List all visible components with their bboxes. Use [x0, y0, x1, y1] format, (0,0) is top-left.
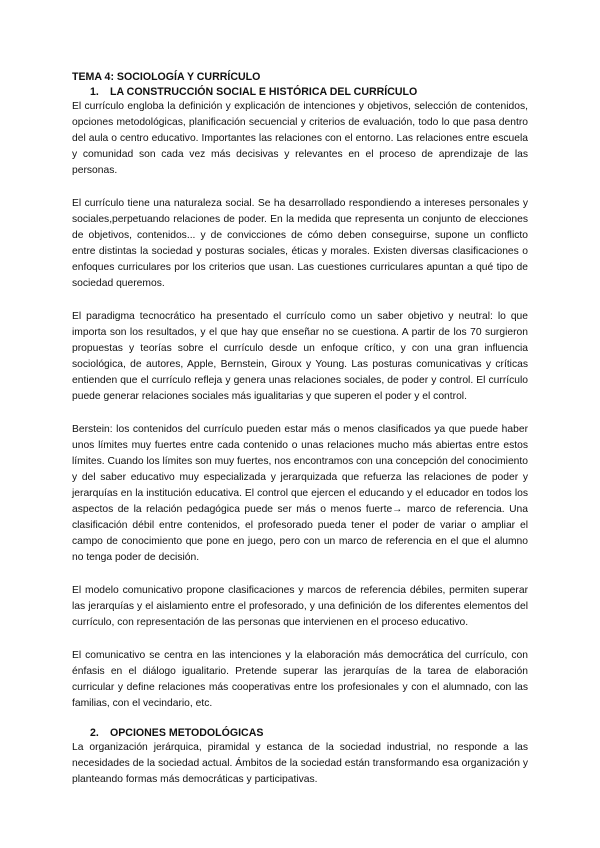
- section-spacer: [72, 712, 528, 726]
- paragraph: La organización jerárquica, piramidal y estanca de la sociedad industrial, no responde a las necesidades de la sociedad actual. Ámbitos de la sociedad están transformando esa organización y planteando formas más democráticas y participativas.: [72, 742, 528, 785]
- document-title: TEMA 4: SOCIOLOGÍA Y CURRÍCULO: [72, 71, 261, 83]
- section-title: LA CONSTRUCCIÓN SOCIAL E HISTÓRICA DEL CURRÍCULO: [110, 86, 418, 98]
- paragraph: El comunicativo se centra en las intenciones y la elaboración más democrática del currículo, con énfasis en el diálogo igualitario. Pretende superar las jerarquías de la tarea de elaboración curricular y define relaciones más cooperativas entre los profesionales y con el alumnado, con las familias, con el vecindario, etc.: [72, 650, 528, 709]
- section-title: OPCIONES METODOLÓGICAS: [110, 727, 264, 739]
- paragraph: El currículo tiene una naturaleza social. Se ha desarrollado respondiendo a intereses personales y sociales,perpetuando relaciones de poder. En la medida que representa un conjunto de elecciones de objetivos, contenidos... y de convicciones de cómo deben conseguirse, supone un conflicto entre distintas la sociedad y posturas sociales, éticas y morales. Existen diversas clasificaciones o enfoques curriculares por los criterios que usan. Las cuestiones curriculares apuntan a qué tipo de sociedad queremos.: [72, 198, 528, 289]
- section-number: 1.: [90, 86, 99, 98]
- section-heading-1: [72, 85, 528, 99]
- paragraph: El paradigma tecnocrático ha presentado el currículo como un saber objetivo y neutral: lo que importa son los resultados, y el que hay que enseñar no se cuestiona. A partir de los 70 surgieron propuestas y teorías sobre el currículo desde un enfoque crítico, y con una gran influencia sociológica, de autores, Apple, Bernstein, Giroux y Young. Las posturas comunicativas y críticas entienden que el currículo refleja y genera unas relaciones sociales, de poder y control. El currículo puede generar relaciones sociales más igualitarias y que superen el poder y el control.: [72, 311, 528, 402]
- section-heading-2: [72, 726, 528, 740]
- paragraph: Berstein: los contenidos del currículo pueden estar más o menos clasificados ya que puede haber unos límites muy fuertes entre cada contenido o unas relaciones mucho más abiertas entre estos límites. Cuando los límites son muy fuertes, nos encontramos con una concepción del conocimiento y del saber educativo muy especializada y jerarquizada que refuerza las relaciones de poder y jerarquías en la institución educativa. El control que ejercen el educando y el educador en todos los aspectos de la relación pedagógica puede ser más o menos fuerte→ marco de referencia. Una clasificación débil entre contenidos, el profesorado pueda tener el poder de variar o ampliar el campo de conocimiento que pone en juego, pero con un marco de referencia en el que el alumno no tenga poder de decisión.: [72, 424, 528, 563]
- paragraph: El modelo comunicativo propone clasificaciones y marcos de referencia débiles, permiten superar las jerarquías y el aislamiento entre el profesorado, y una definición de los diferentes elementos del currículo, con representación de las personas que intervienen en el proceso educativo.: [72, 585, 528, 628]
- paragraph: El currículo engloba la definición y explicación de intenciones y objetivos, selección de contenidos, opciones metodológicas, planificación secuencial y criterios de evaluación, todo lo que pasa dentro del aula o centro educativo. Importantes las relaciones con el entorno. Las relaciones entre escuela y comunidad son cada vez más decisivas y relevantes en el proceso de aprendizaje de las personas.: [72, 101, 528, 176]
- section-number: 2.: [90, 727, 99, 739]
